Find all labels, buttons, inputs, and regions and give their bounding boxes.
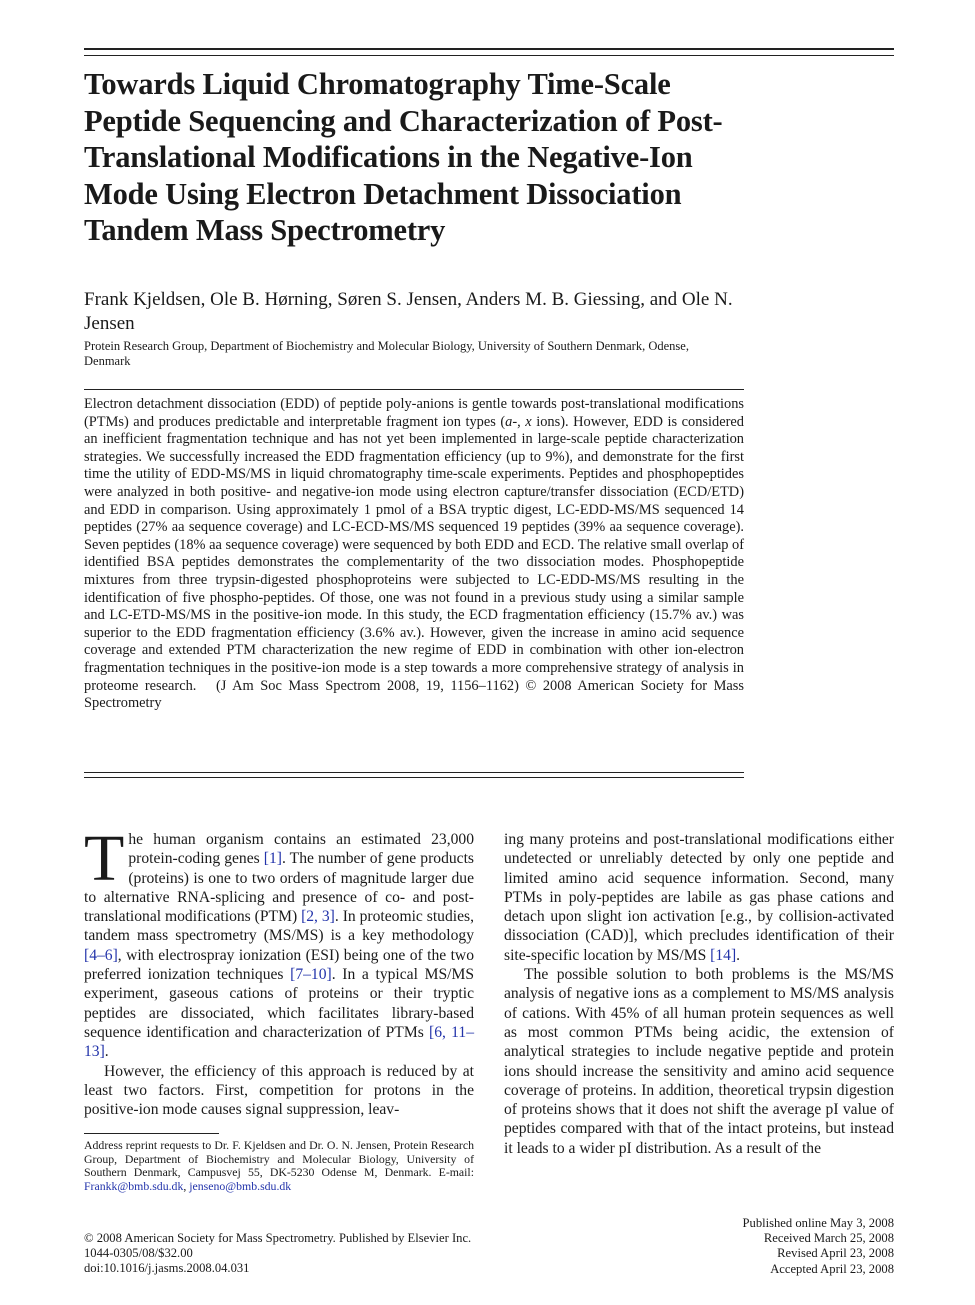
footnote-separator: , [183,1178,190,1193]
reference-link[interactable]: [1] [263,850,282,868]
body-text: ing many proteins and post-translational modifications either undetected or unreliably detected by only one peptide and limited amino acid sequence information. Second, many PTMs in poly-peptides are labile as gas phase cations and detach upon slight ion activation [e.g., by collision-activated dissociation (CAD)], which precludes identification of their site-specific location by MS/MS [504,831,894,964]
accepted-date: Accepted April 23, 2008 [770,1261,894,1276]
abstract-text-3: ions). However, EDD is considered an inefficient fragmentation technique and has not yet been implemented in large-scale peptide characterization strategies. We successfully increased the EDD fragmentation efficiency (up to 9%), and demonstrate for the first time the utility of EDD-MS/MS in liquid chromatography time-scale experiments. Peptides and phosphopeptides were analyzed in both positive- and negative-ion mode using electron capture/transfer dissociation (ECD/ETD) and EDD in comparison. Using approximately 1 pmol of a BSA tryptic digest, LC-EDD-MS/MS sequenced 14 peptides (27% aa sequence coverage) and LC-ECD-MS/MS sequenced 19 peptides (39% aa sequence coverage). Seven peptides (18% aa sequence coverage) were sequenced by both EDD and ECD. The relative small overlap of identified BSA peptides demonstrates the complementarity of the two dissociation modes. Phosphopeptide mixtures from three trypsin-digested phosphoproteins were subjected to LC-EDD-MS/MS resulting in the identification of five phospho-peptides. Of those, one was not found in a previous study using a similar sample and LC-ETD-MS/MS in the positive-ion mode. In this study, the ECD fragmentation efficiency (15.7% av.) was superior to the EDD fragmentation efficiency (3.6% av.). However, given the increase in amino acid sequence coverage and extended PTM characterization the new regime of EDD in combination with other ion-electron fragmentation techniques in the positive-ion mode is a step towards a more comprehensive strategy of analysis in proteome research. [84,413,744,694]
abstract-text-1: Electron detachment dissociation (EDD) of peptide poly-anions is gentle towards post-translational modifications (PTMs) and produces predictable and interpretable fragment ion types ( [84,396,744,430]
affiliation: Protein Research Group, Department of Biochemistry and Molecular Biology, University of Southern Denmark, Odense, Denmark [84,339,689,368]
reference-link[interactable]: [2, 3] [301,908,335,926]
published-date: Published online May 3, 2008 [742,1216,894,1230]
received-date: Received March 25, 2008 [763,1231,894,1246]
abstract-text-2: -, [512,413,526,430]
reference-link[interactable]: [14] [710,946,737,964]
abstract-citation: (J Am Soc Mass Spectrom 2008, 19, 1156–1162) © 2008 American Society for Mass Spectrometry [84,677,745,712]
body-text: . The number of gene products (proteins) is one to two orders of magnitude larger due to alternative RNA-splicing and presence of co- and post-translational modifications (PTM) [84,850,474,926]
drop-cap: T [84,822,125,895]
doi-line: doi:10.1016/j.jasms.2008.04.031 [84,1261,250,1276]
body-text: , with electrospray ionization (ESI) being one of the two preferred ionization techniques [84,946,474,984]
correspondence-footnote [84,1139,474,1193]
body-text: . [736,946,741,964]
body-paragraph: The possible solution to both problems is the MS/MS analysis of negative ions as a complement to MS/MS analysis of cations. With 45% of all human protein sequences as well as most common PTMs being acidic, the extension of analytical strategies to include negative peptide and protein ions should increase the sensitivity and amino acid sequence coverage of proteins. In addition, theoretical trypsin digestion of proteins shows that it does not shift the average pI value of peptides compared with that of the intact proteins, but instead it leads to a wider pI distribution. As a result of the [504,966,894,1157]
email-link[interactable]: Frankk@bmb.sdu.dk [84,1178,184,1193]
email-link[interactable]: jenseno@bmb.sdu.dk [189,1178,292,1193]
reference-link[interactable]: [7–10] [290,966,332,984]
body-paragraph: However, the efficiency of this approach is reduced by at least two factors. First, competition for protons in the positive-ion mode causes signal suppression, leav- [84,1062,474,1119]
body-text: . In proteomic studies, tandem mass spectrometry (MS/MS) is a key methodology [84,908,474,945]
footnote-rule [84,1133,219,1134]
body-column-right [504,830,894,1158]
reference-link[interactable]: [6, 11–13] [84,1023,474,1061]
abstract-top-rule [84,389,744,390]
author-list: Frank Kjeldsen, Ole B. Hørning, Søren S. Jensen, Anders M. B. Giessing, and Ole N. Jensen [84,289,733,334]
body-text: . [104,1043,109,1061]
publication-dates [640,1216,894,1277]
article-title: Towards Liquid Chromatography Time-Scale Peptide Sequencing and Characterization of Post-Translational Modifications in the Negative-Ion Mode Using Electron Detachment Dissociation Tandem Mass Spectrometry [84,67,723,247]
body-column-left [84,822,474,1119]
reference-link[interactable]: [4–6] [84,946,118,964]
revised-date: Revised April 23, 2008 [777,1246,894,1261]
copyright-line: © 2008 American Society for Mass Spectrometry. Published by Elsevier Inc. [84,1231,472,1245]
body-paragraph [504,830,894,965]
body-text: . In a typical MS/MS experiment, gaseous cations of proteins or their tryptic peptides are dissociated, which facilitates library-based sequence identification and characterization of PTMs [84,966,474,1041]
abstract-bottom-rule [84,772,744,778]
body-paragraph [84,822,474,1062]
issn-line: 1044-0305/08/$32.00 [84,1246,193,1261]
abstract-x-ion: x [525,413,532,430]
footnote-text: Address reprint requests to Dr. F. Kjeldsen and Dr. O. N. Jensen, Protein Research Group, Department of Biochemistry and Molecular Biology, University of Southern Denmark, Campusvej 55, DK-5230 Odense M, Denmark. E-mail: [84,1138,474,1180]
body-text: he human organism contains an estimated 23,000 protein-coding genes [128,831,474,868]
abstract-a-ion: a [505,413,513,430]
top-double-rule [84,48,894,56]
copyright-block [84,1231,564,1277]
abstract [84,396,744,713]
